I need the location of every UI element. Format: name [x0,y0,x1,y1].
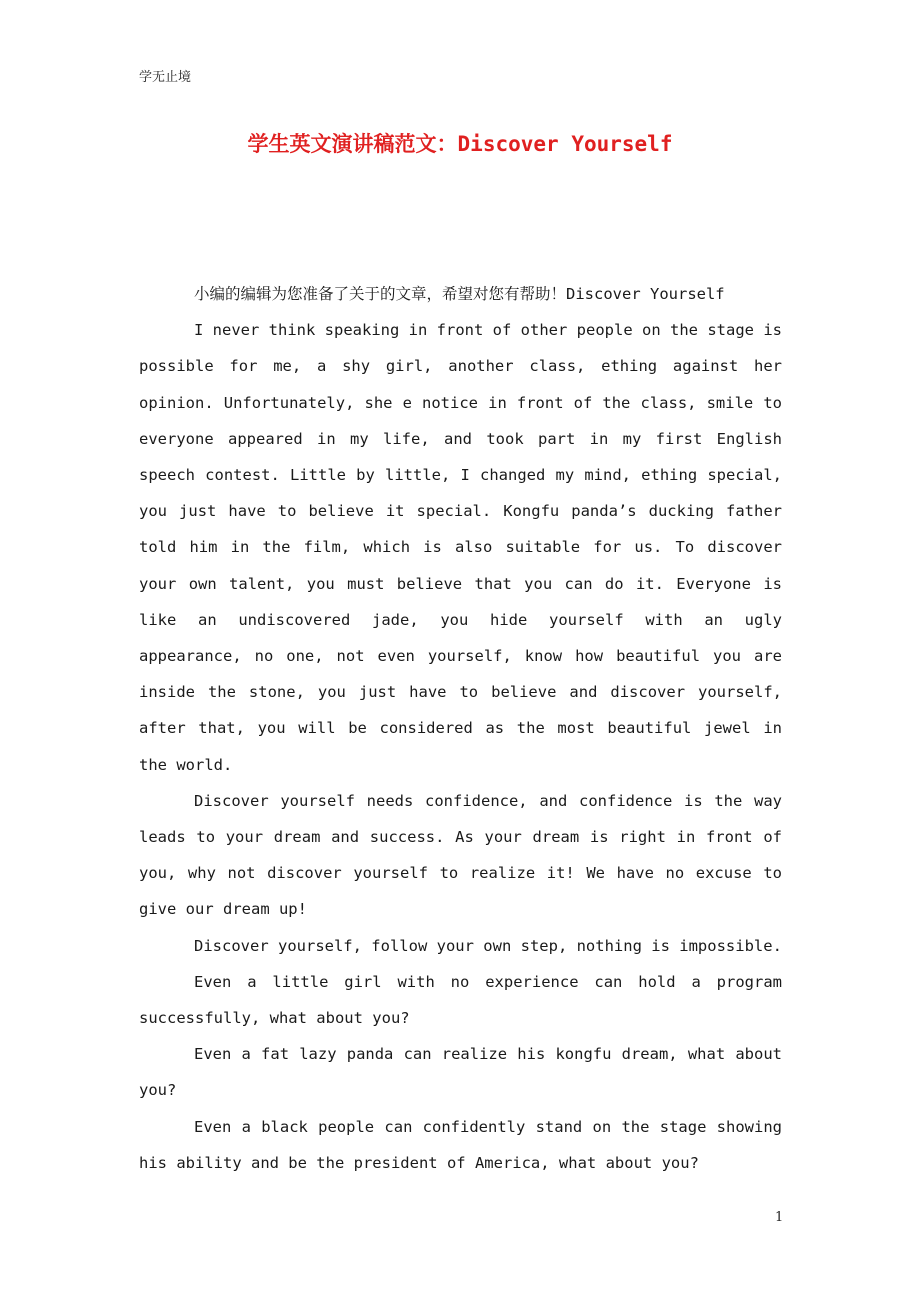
document-title: 学生英文演讲稿范文：Discover Yourself [247,132,673,156]
paragraph-4: Even a little girl with no experience can hold a program successfully, what about you? [139,972,782,1028]
paragraph-5: Even a fat lazy panda can realize his kongfu dream, what about you? [139,1045,782,1100]
page-number: 1 [775,1210,784,1225]
paragraph-1: I never think speaking in front of other people on the stage is possible for me, a shy girl, another class, ething against her opinion. Unfortunately, she e notice in front of the class, smile to everyone appeared in my life, and took part in my first English speech contest. Little by little, I changed my mind, ething special, you just have to believe it special. Kongfu panda’s ducking father told him in the film, which is also suitable for us. To discover your own talent, you must believe that you can do it. Everyone is like an undiscovered jade, you hide yourself with an ugly appearance, no one, not even yourself, know how beautiful you are inside the stone, you just have to believe and discover yourself, after that, you will be considered as the most beautiful jewel in the world. [139,321,782,774]
document-body [139,276,782,1181]
running-header: 学无止境 [139,70,192,85]
paragraph-6: Even a black people can confidently stand on the stage showing his ability and be the president of America, what about you? [139,1117,782,1172]
paragraph-intro: 小编的编辑为您准备了关于的文章，希望对您有帮助！Discover Yourself [194,285,725,303]
paragraph-3: Discover yourself, follow your own step, nothing is impossible. [194,936,782,955]
paragraph-2: Discover yourself needs confidence, and confidence is the way leads to your dream and success. As your dream is right in front of you, why not discover yourself to realize it! We have no excuse to give our dream up! [139,791,782,919]
